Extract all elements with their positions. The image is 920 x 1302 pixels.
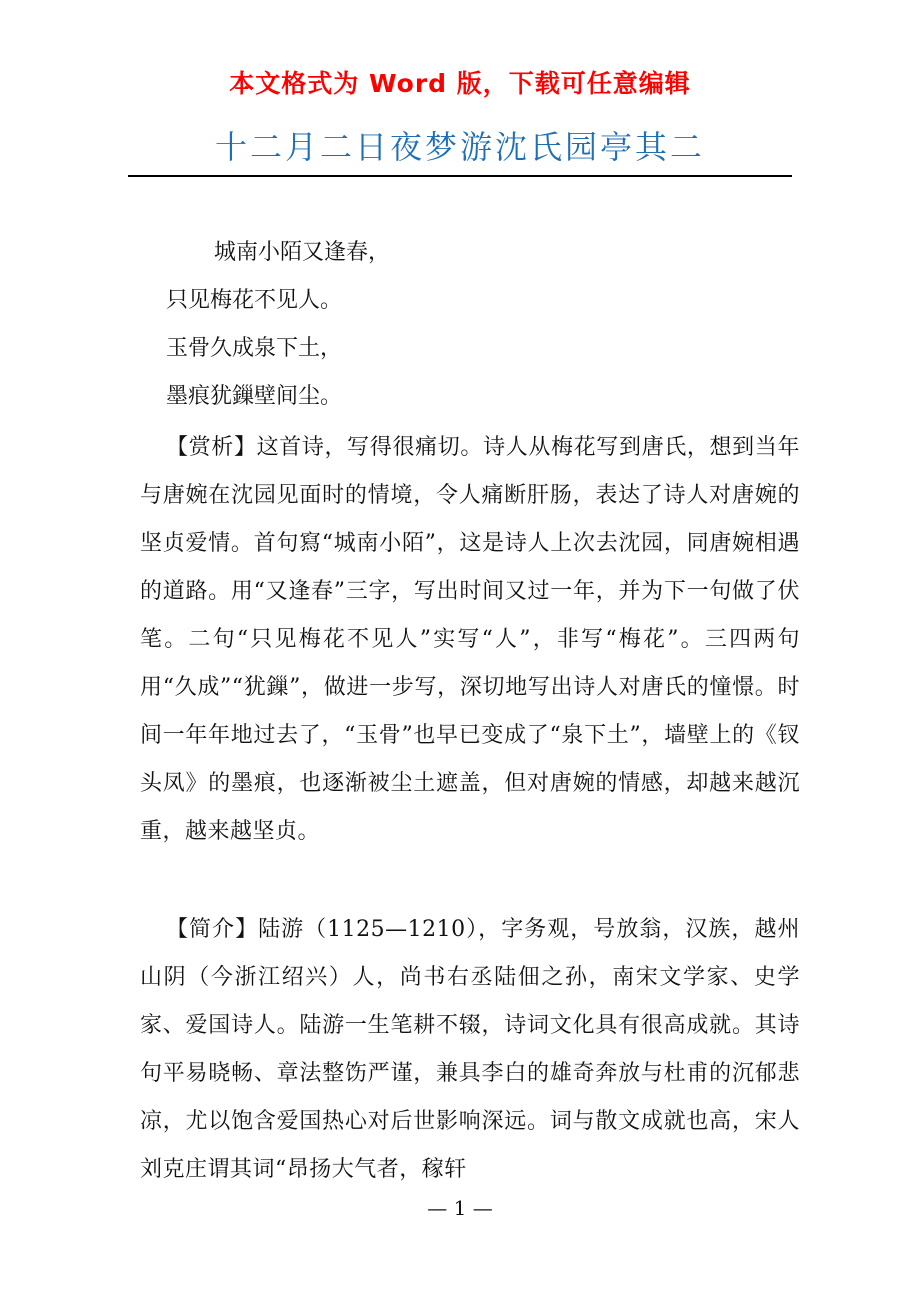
title-divider <box>128 175 792 177</box>
poem-line-4: 墨痕犹鏁壁间尘。 <box>166 384 343 409</box>
intro-paragraph <box>140 906 800 1194</box>
poem-block <box>140 238 800 430</box>
poem-line-3: 玉骨久成泉下土， <box>166 336 343 361</box>
appreciation-label: 【赏析】 <box>166 435 257 460</box>
poem-line-1: 城南小陌又逢春， <box>214 240 391 265</box>
format-notice-banner: 本文格式为 Word 版，下载可任意编辑 <box>229 69 691 98</box>
document-title: 十二月二日夜梦游沈氏园亭其二 <box>214 128 705 166</box>
appreciation-paragraph <box>140 424 800 856</box>
appreciation-text: 这首诗，写得很痛切。诗人从梅花写到唐氏，想到当年与唐婉在沈园见面时的情境，令人痛断肝肠，表达了诗人对唐婉的坚贞爱情。首句寫“城南小陌”，这是诗人上次去沈园，同唐婉相遇的道路。用“又逢春”三字，写出时间又过一年，并为下一句做了伏笔。二句“只见梅花不见人”实写“人”，非写“梅花”。三四两句用“久成”“犹鏁”，做进一步写，深切地写出诗人对唐氏的憧憬。时间一年年地过去了，“玉骨”也早已变成了“泉下土”，墙壁上的《钗头凤》的墨痕，也逐渐被尘土遮盖，但对唐婉的情感，却越来越沉重，越来越坚贞。 <box>140 435 800 844</box>
poem-line-2: 只见梅花不见人。 <box>166 288 343 313</box>
page-number: — 1 — <box>427 1196 493 1220</box>
intro-label: 【简介】 <box>166 917 259 942</box>
intro-text: 陆游（1125—1210），字务观，号放翁，汉族，越州山阴（今浙江绍兴）人，尚书右丞陆佃之孙，南宋文学家、史学家、爱国诗人。陆游一生笔耕不辍，诗词文化具有很高成就。其诗句平易晓畅、章法整饬严谨，兼具李白的雄奇奔放与杜甫的沉郁悲凉，尤以饱含爱国热心对后世影响深远。词与散文成就也高，宋人刘克庄谓其词“昂扬大气者，稼轩 <box>140 917 800 1182</box>
